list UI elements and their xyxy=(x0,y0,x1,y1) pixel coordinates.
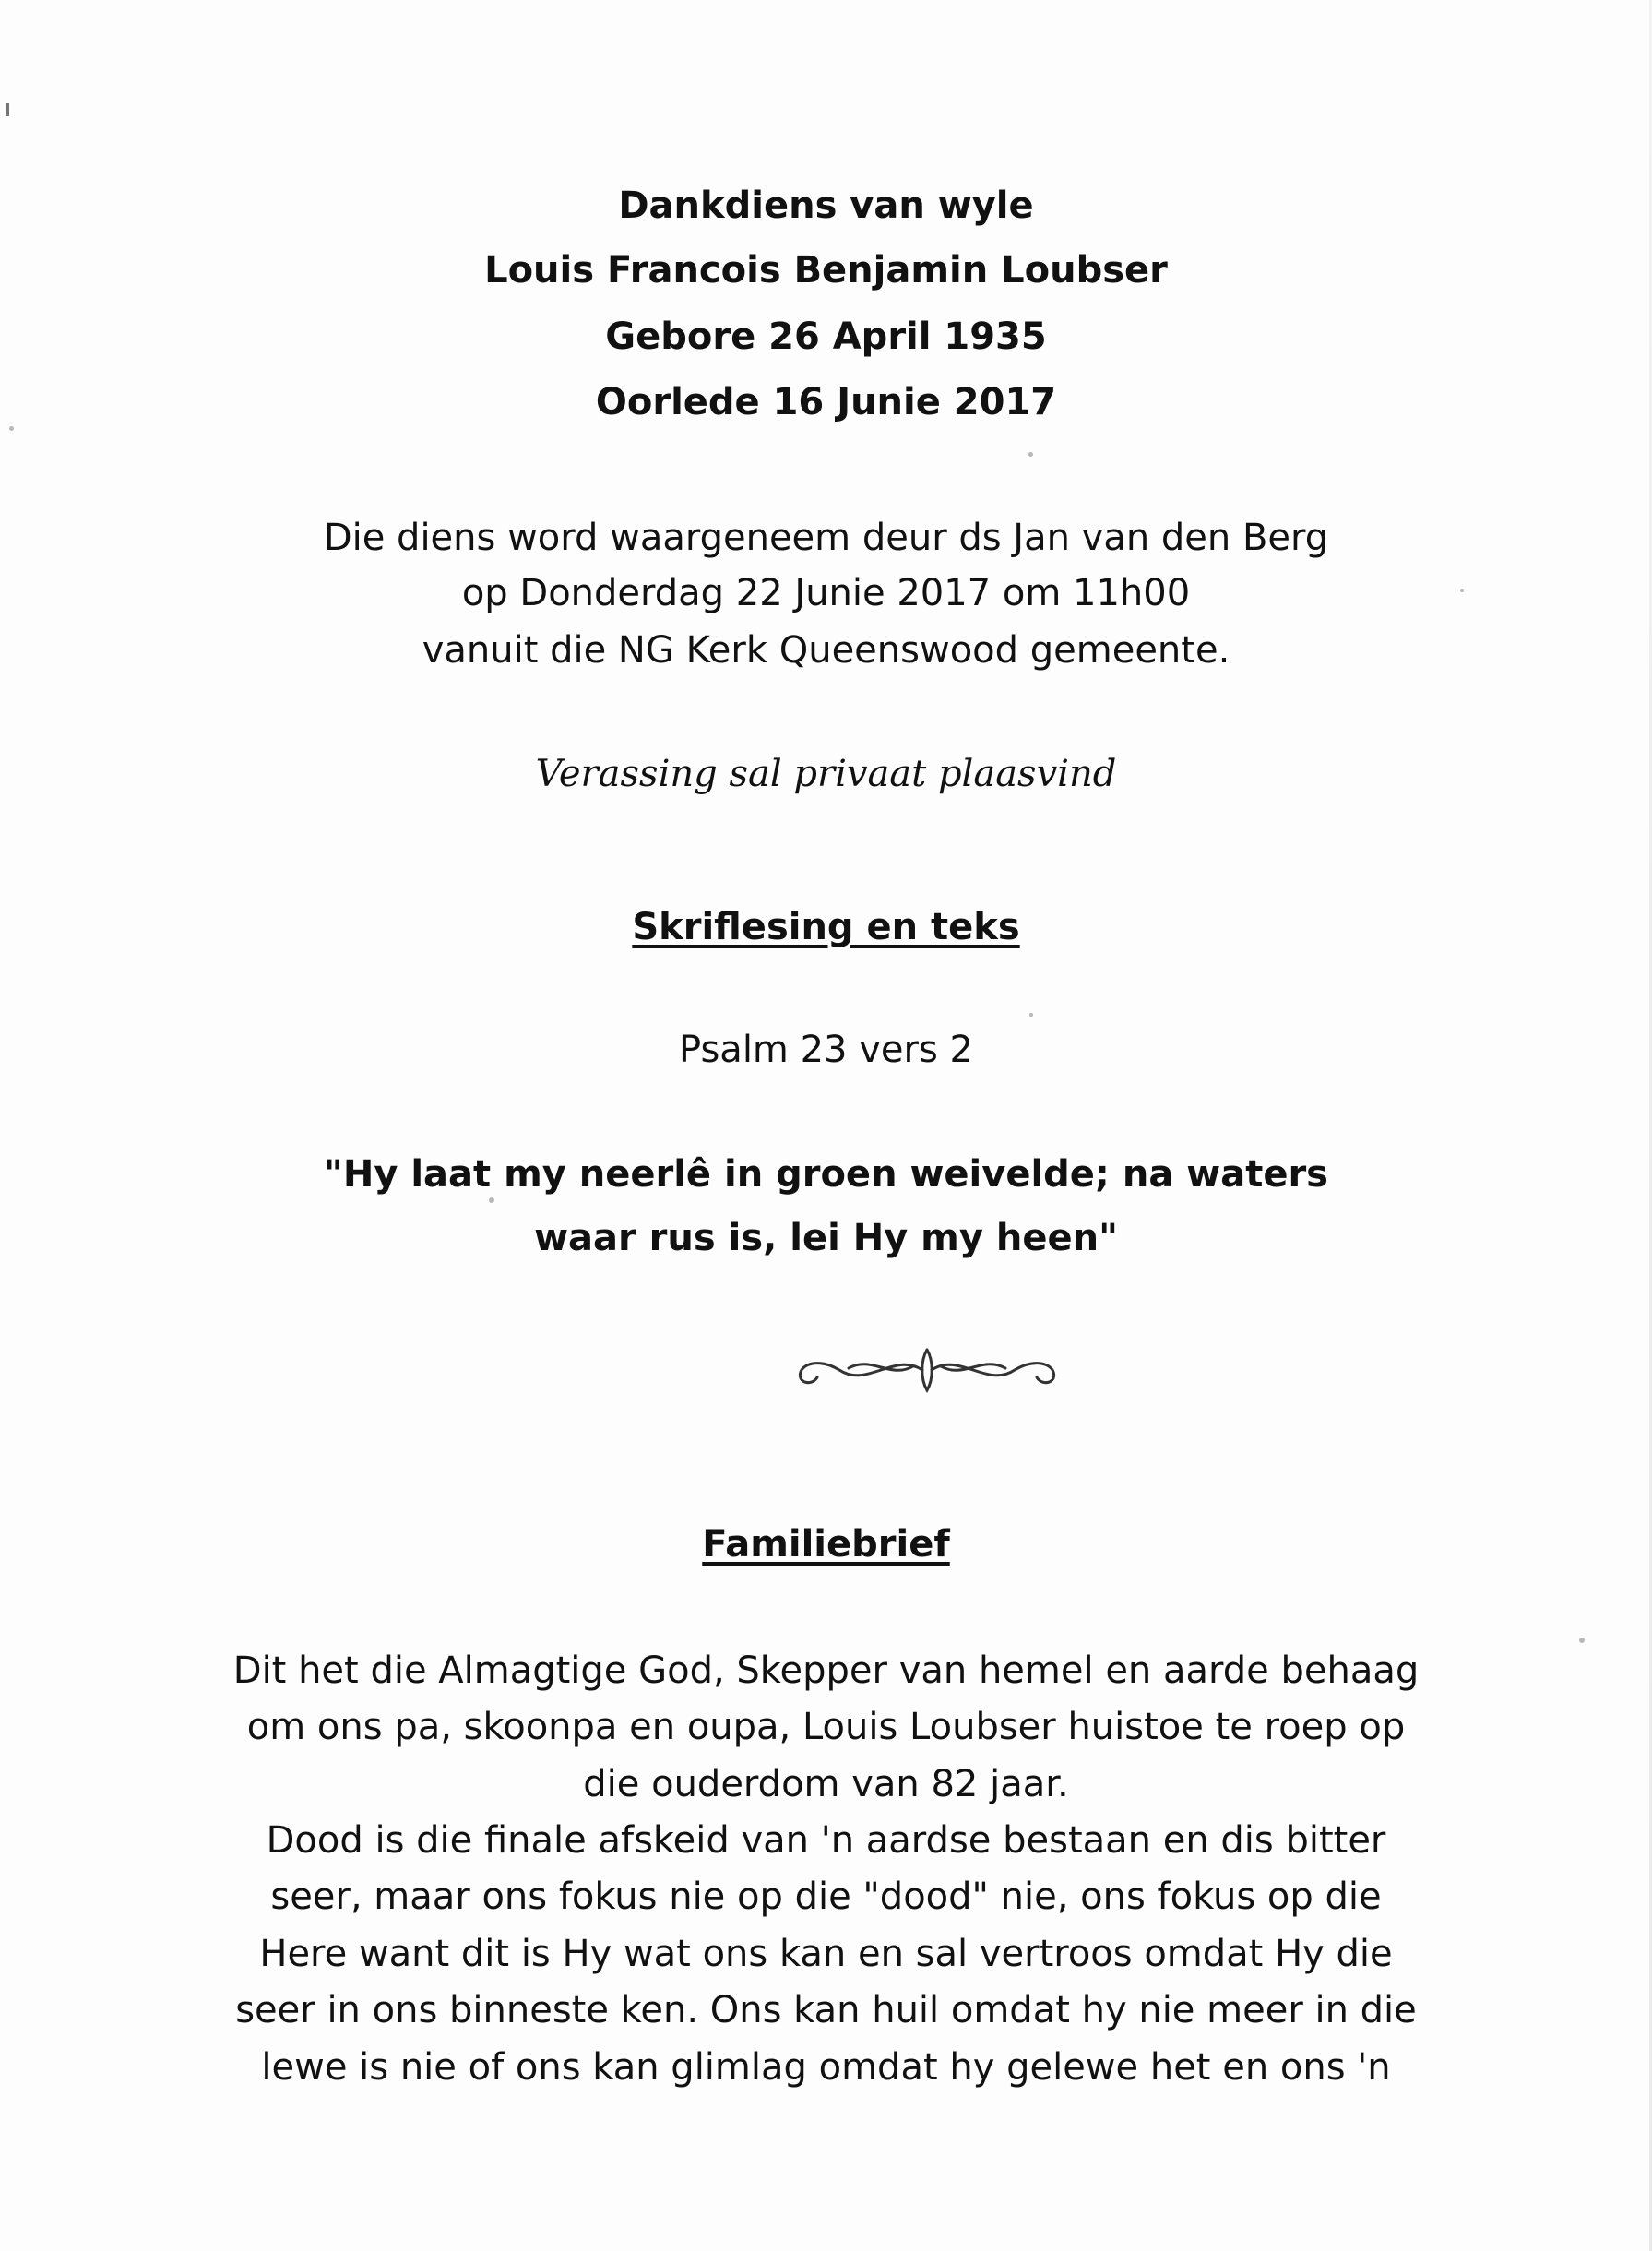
deceased-name: Louis Francois Benjamin Loubser xyxy=(484,249,1168,292)
family-letter-line: Dood is die finale afskeid van 'n aardse bestaan en dis bitter xyxy=(266,1819,1386,1862)
scan-speck xyxy=(1579,1638,1585,1643)
scan-mark xyxy=(6,103,9,116)
family-letter-line: die ouderdom van 82 jaar. xyxy=(583,1763,1069,1805)
scan-speck xyxy=(1029,1013,1033,1017)
service-line-1: Die diens word waargeneem deur ds Jan van den Berg xyxy=(323,517,1329,559)
death-date: Oorlede 16 Junie 2017 xyxy=(595,381,1057,423)
family-letter-line: lewe is nie of ons kan glimlag omdat hy gelewe het en ons 'n xyxy=(261,2046,1391,2089)
family-letter-line: om ons pa, skoonpa en oupa, Louis Loubser huistoe te roep op xyxy=(246,1706,1406,1748)
birth-date: Gebore 26 April 1935 xyxy=(605,316,1047,358)
heading-line-1: Dankdiens van wyle xyxy=(618,185,1034,227)
family-letter-line: Here want dit is Hy wat ons kan en sal vertroos omdat Hy die xyxy=(259,1933,1393,1975)
scan-speck xyxy=(9,426,14,431)
family-letter-title: Familiebrief xyxy=(702,1523,950,1566)
cremation-note: Verassing sal privaat plaasvind xyxy=(535,753,1117,795)
scripture-quote-line-2: waar rus is, lei Hy my heen" xyxy=(534,1217,1118,1259)
service-line-3: vanuit die NG Kerk Queenswood gemeente. xyxy=(422,629,1230,672)
scripture-title: Skriflesing en teks xyxy=(632,906,1020,948)
flourish-divider-icon xyxy=(784,1342,1070,1398)
family-letter-line: seer, maar ons fokus nie op die "dood" nie, ons fokus op die xyxy=(270,1876,1382,1918)
family-letter-line: seer in ons binneste ken. Ons kan huil omdat hy nie meer in die xyxy=(235,1989,1417,2031)
service-line-2: op Donderdag 22 Junie 2017 om 11h00 xyxy=(461,572,1191,614)
scripture-quote-line-1: "Hy laat my neerlê in groen weivelde; na waters xyxy=(324,1153,1328,1196)
scripture-reference: Psalm 23 vers 2 xyxy=(679,1029,973,1071)
scan-speck xyxy=(489,1197,494,1203)
scan-speck xyxy=(1028,452,1033,457)
family-letter-line: Dit het die Almagtige God, Skepper van hemel en aarde behaag xyxy=(232,1650,1420,1692)
